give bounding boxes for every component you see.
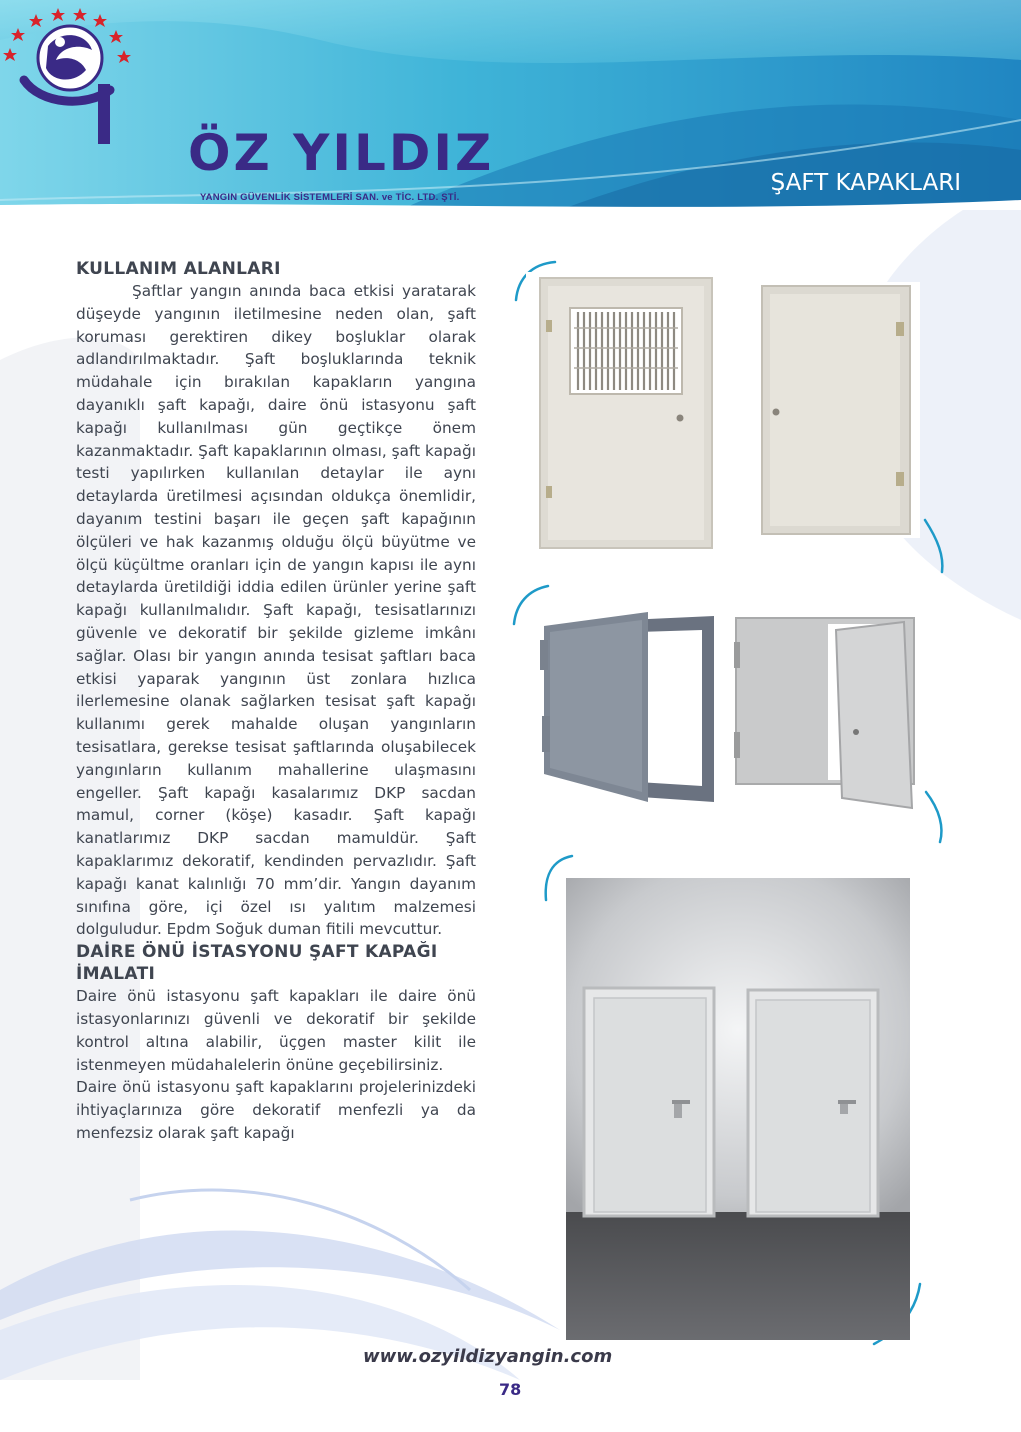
photo-shaft-cover-plain	[750, 282, 920, 538]
brand-subtitle: YANGIN GÜVENLİK SİSTEMLERİ SAN. ve TİC. LTD. ŞTİ.	[200, 192, 460, 203]
photo-shaft-cover-louvred	[526, 272, 726, 562]
section-paragraph-2: Daire önü istasyonu şaft kapaklarını projelerinizdeki ihtiyaçlarınıza göre dekoratif menfezli ya da menfezsiz olarak şaft kapağı	[76, 1078, 476, 1142]
section-paragraph-1: Daire önü istasyonu şaft kapakları ile daire önü istasyonlarınızı güvenli ve dekoratif bir şekilde kontrol altına alabilir, üçgen master kilit ile istenmeyen müdahalelerin önüne geçebilirsiniz.	[76, 987, 476, 1074]
section-body-usage: Şaftlar yangın anında baca etkisi yaratarak düşeyde yangının iletilmesine neden olan, şaft koruması gerektiren dikey boşluklar olarak adlandırılmaktadır. Şaft boşluklarında teknik müdahale için bırakılan kapakların yangına dayanıklı şaft kapağı, daire önü istasyonu şaft kapağı kullanılması gün geçtikçe önem kazanmaktadır. Şaft kapaklarının olması, şaft kapağı testi yapılırken kullanılan detaylar ile aynı detaylarda üretilmesi açısından oldukça önemlidir, dayanım testini başarı ile geçen şaft kapağının ölçüleri ve hak kazanmış olduğu ölçü büyütme ve ölçü küçültme oranları için de yangın kapısı ile aynı detaylarda üretildiği iddia edilen ürünler yerine şaft kapağı kullanılmalıdır. Şaft kapağı, tesisatlarınızı güvenle ve dekoratif bir şekilde gizleme imkânı sağlar. Olası bir yangın anında tesisat şaftları baca etkisi yaparak yangının üst zonlara hızlıca ilerlemesine olanak sağlarken tesisat şaft kapağı kullanımı gerek mahalde oluşan yangınların tesisatlara, gerekse tesisat şaftlarında oluşabilecek yangınların kullanım mahallerine ulaşmasını engeller. Şaft kapağı kasalarımız DKP sacdan mamul, corner (köşe) kasadır. Şaft kapağı kanatlarımız DKP sacdan mamuldür. Şaft kapaklarımız dekoratif, kendinden pervazlıdır. Şaft kapağı kanat kalınlığı 70 mm’dir. Yangın dayanım sınıfına göre, içi özel ısı yalıtım malzemesi dolguludur. Epdm Soğuk duman fitili mevcuttur.	[76, 282, 476, 939]
photo-shaft-cover-open-grey	[732, 612, 922, 812]
photo-shaft-cover-open-galvanised	[530, 606, 720, 806]
footer-website-link[interactable]: www.ozyildizyangin.com	[363, 1346, 613, 1367]
section-heading-station-cover: DAİRE ÖNÜ İSTASYONU ŞAFT KAPAĞI İMALATI	[76, 942, 438, 985]
page-number: 78	[499, 1380, 522, 1399]
brand-name: ÖZ YILDIZ	[188, 124, 495, 182]
section-heading-usage: KULLANIM ALANLARI	[76, 259, 281, 279]
page-title: ŞAFT KAPAKLARI	[770, 170, 961, 196]
photo-shaft-doors-installed	[566, 878, 910, 1340]
